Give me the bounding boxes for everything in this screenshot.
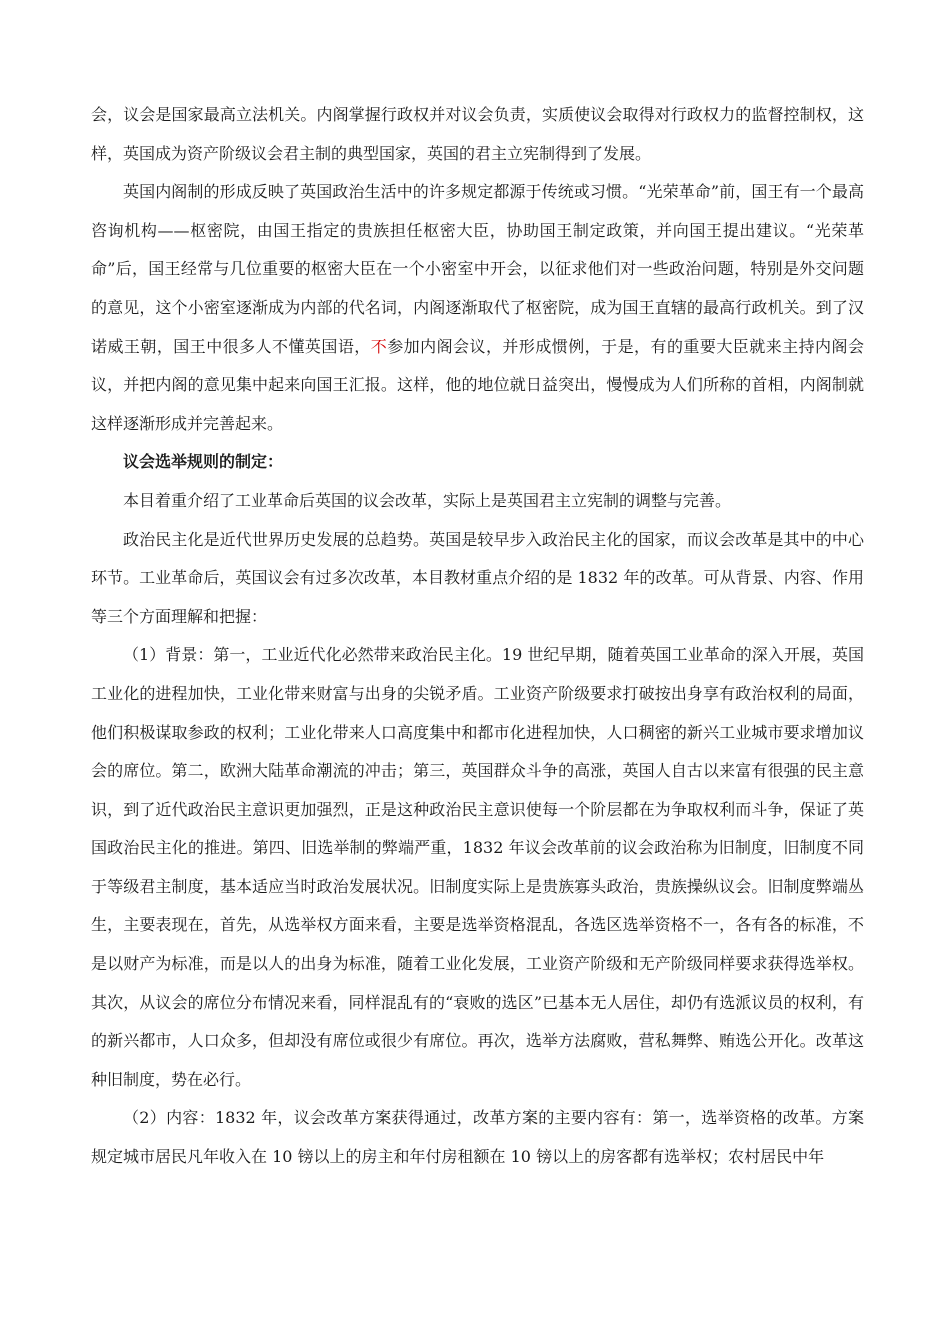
paragraph-democratization: 政治民主化是近代世界历史发展的总趋势。英国是较早步入政治民主化的国家，而议会改革是其中的中心环节。工业革命后，英国议会有过多次改革，本目教材重点介绍的是 1832 年的改革。可从背景、内容、作用等三个方面理解和把握：: [91, 529, 864, 626]
paragraph-cabinet-system: [91, 173, 864, 443]
paragraph-continuation: 会，议会是国家最高立法机关。内阁掌握行政权并对议会负责，实质使议会取得对行政权力的监督控制权，这样，英国成为资产阶级议会君主制的典型国家，英国的君主立宪制得到了发展。: [91, 105, 864, 163]
paragraph-background: （1）背景：第一，工业近代化必然带来政治民主化。19 世纪早期，随着英国工业革命的深入开展，英国工业化的进程加快，工业化带来财富与出身的尖锐矛盾。工业资产阶级要求打破按出身享有政治权利的局面，他们积极谋取参政的权利；工业化带来人口高度集中和都市化进程加快，人口稠密的新兴工业城市要求增加议会的席位。第二，欧洲大陆革命潮流的冲击；第三，英国群众斗争的高涨，英国人自古以来富有很强的民主意识，到了近代政治民主意识更加强烈，正是这种政治民主意识使每一个阶层都在为争取权利而斗争，保证了英国政治民主化的推进。第四、旧选举制的弊端严重，1832 年议会改革前的议会政治称为旧制度，旧制度不同于等级君主制度，基本适应当时政治发展状况。旧制度实际上是贵族寡头政治，贵族操纵议会。旧制度弊端丛生，主要表现在，首先，从选举权方面来看，主要是选举资格混乱，各选区选举资格不一，各有各的标准，不是以财产为标准，而是以人的出身为标准，随着工业化发展，工业资产阶级和无产阶级同样要求获得选举权。其次，从议会的席位分布情况来看，同样混乱有的“衰败的选区”已基本无人居住，却仍有选派议员的权利，有的新兴都市，人口众多，但却没有席位或很少有席位。再次，选举方法腐败，营私舞弊、贿选公开化。改革这种旧制度，势在必行。: [91, 645, 864, 1089]
paragraph-intro: 本目着重介绍了工业革命后英国的议会改革，实际上是英国君主立宪制的调整与完善。: [123, 490, 732, 510]
highlighted-char: 不: [370, 336, 388, 356]
section-heading: 议会选举规则的制定：: [123, 452, 284, 472]
paragraph-cabinet-text: 英国内阁制的形成反映了英国政治生活中的许多规定都源于传统或习惯。“光荣革命”前，国王有一个最高咨询机构——枢密院，由国王指定的贵族担任枢密大臣，协助国王制定政策，并向国王提出建议。“光荣革命”后，国王经常与几位重要的枢密大臣在一个小密室中开会，以征求他们对一些政治问题，特别是外交问题的意见，这个小密室逐渐成为内部的代名词，内阁逐渐取代了枢密院，成为国王直辖的最高行政机关。到了汉诺威王朝，国王中很多人不懂英国语，: [91, 182, 864, 356]
paragraph-cabinet-text-after: 参加内阁会议，并形成惯例，于是，有的重要大臣就来主持内阁会议，并把内阁的意见集中起来向国王汇报。这样，他的地位就日益突出，慢慢成为人们所称的首相，内阁制就这样逐渐形成并完善起来。: [91, 336, 864, 433]
paragraph-content: （2）内容：1832 年，议会改革方案获得通过，改革方案的主要内容有：第一，选举资格的改革。方案规定城市居民凡年收入在 10 镑以上的房主和年付房租额在 10 镑以上的房客都有选举权；农村居民中年: [91, 1108, 864, 1167]
